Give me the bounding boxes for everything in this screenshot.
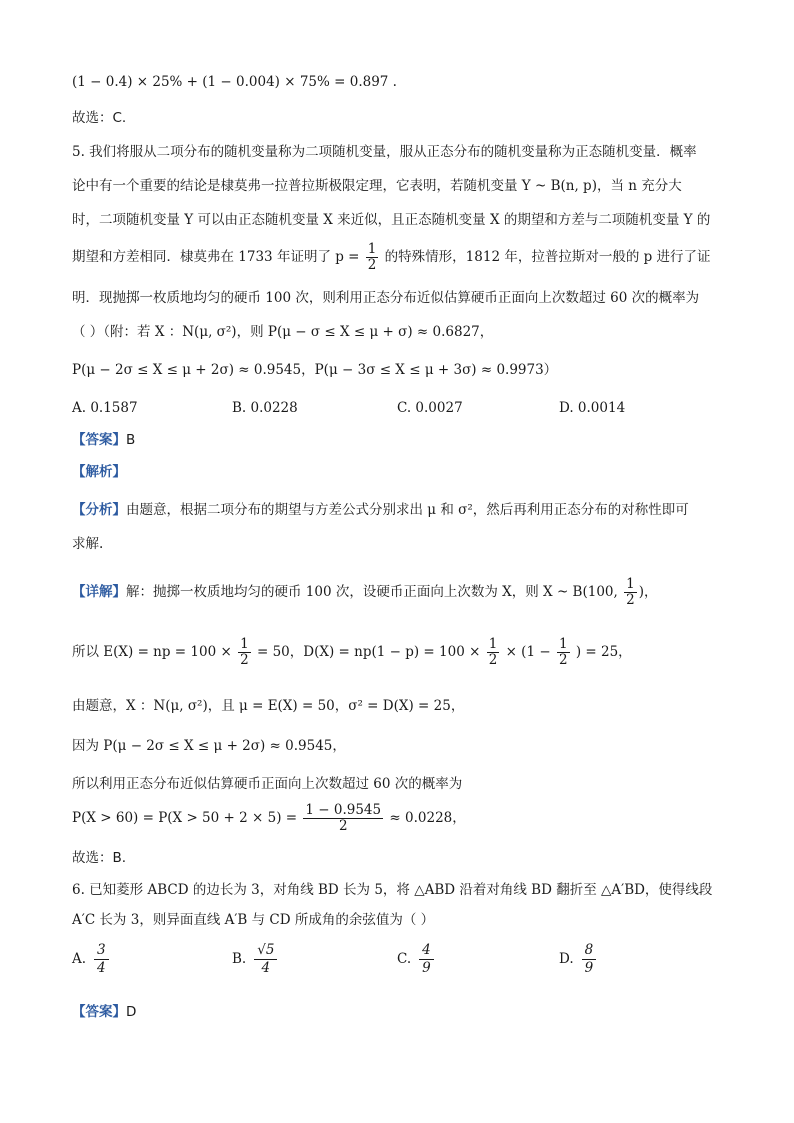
answer-value: B bbox=[126, 432, 136, 448]
q5-mu-sigma: 由题意，X ：N(μ, σ²)，且 μ = E(X) = 50，σ² = D(X) = 25， bbox=[72, 698, 465, 714]
q6-answer bbox=[72, 1002, 136, 1022]
q5-option-c: C. 0.0027 bbox=[397, 400, 463, 416]
q5-fenxi: 【分析】由题意，根据二项分布的期望与方差公式分别求出 μ 和 σ²，然后再利用正态分布的对称性即可 bbox=[72, 502, 689, 518]
q5-expectation-variance: 所以 E(X) = np = 100 × $\frac{1}{2}$ = 50，D(X) = np(1 − p) = 100 × $\frac{1}{2}$ × (1 − $\frac{1}{2}$ ) = 25， bbox=[72, 636, 632, 668]
q5-option-b: B. 0.0228 bbox=[232, 400, 298, 416]
q6-option-d: D. $\frac{8}{9}$ bbox=[559, 942, 596, 977]
fraction-half: $\frac{1}{2}$ bbox=[367, 241, 377, 273]
answer-value: D bbox=[126, 1004, 137, 1020]
q5-line4-start: 期望和方差相同．棣莫弗在 1733 年证明了 p = bbox=[72, 249, 360, 265]
answer-tag: 【答案】 bbox=[72, 432, 126, 448]
q5-line4-end: 的特殊情形，1812 年，拉普拉斯对一般的 p 进行了证 bbox=[384, 249, 711, 265]
q5-answer bbox=[72, 430, 135, 450]
q5-final-answer: 故选：B. bbox=[72, 850, 127, 866]
previous-formula: (1 − 0.4) × 25% + (1 − 0.004) × 75% = 0.897 . bbox=[72, 74, 397, 90]
q5-analysis-tag: 【解析】 bbox=[72, 464, 126, 480]
q5-so: 所以利用正态分布近似估算硬币正面向上次数超过 60 次的概率为 bbox=[72, 776, 463, 792]
q5-because: 因为 P(μ − 2σ ≤ X ≤ μ + 2σ) ≈ 0.9545， bbox=[72, 738, 346, 754]
fraction-half: $\frac{1}{2}$ bbox=[626, 576, 635, 608]
q5-text-line-6: （ ）（附：若 X ：N(μ, σ²)，则 P(μ − σ ≤ X ≤ μ + σ) ≈ 0.6827， bbox=[72, 324, 494, 340]
q5-text-line-2: 论中有一个重要的结论是棣莫弗一拉普拉斯极限定理，它表明，若随机变量 Y ~ B(n, p)，当 n 充分大 bbox=[72, 178, 682, 194]
q6-text-line-2: A′C 长为 3，则异面直线 A′B 与 CD 所成角的余弦值为（ ） bbox=[72, 912, 435, 928]
q5-option-a: A. 0.1587 bbox=[72, 400, 138, 416]
q5-text-line-4 bbox=[72, 240, 711, 274]
q5-text-line-1: 5. 我们将服从二项分布的随机变量称为二项随机变量，服从正态分布的随机变量称为正态随机变量．概率 bbox=[72, 144, 697, 160]
fraction-half: $\frac{1}{2}$ bbox=[558, 636, 568, 668]
fraction-half: $\frac{1}{2}$ bbox=[488, 636, 498, 668]
q6-option-c: C. $\frac{4}{9}$ bbox=[397, 942, 434, 977]
q5-fenxi-cont: 求解. bbox=[72, 536, 104, 552]
q5-text-line-7: P(μ − 2σ ≤ X ≤ μ + 2σ) ≈ 0.9545，P(μ − 3σ ≤ X ≤ μ + 3σ) ≈ 0.9973） bbox=[72, 362, 558, 378]
q5-probability: P(X > 60) = P(X > 50 + 2 × 5) = $\frac{1 - 0.9545}{2}$ ≈ 0.0228， bbox=[72, 802, 466, 834]
q5-detail: 【详解】解：抛掷一枚质地均匀的硬币 100 次，设硬币正面向上次数为 X，则 X ~ B(100, $\frac{1}{2}$ )， bbox=[72, 576, 658, 608]
q5-text-line-5: 明．现抛掷一枚质地均匀的硬币 100 次，则利用正态分布近似估算硬币正面向上次数超过 60 次的概率为 bbox=[72, 290, 700, 306]
q5-text-line-3: 时，二项随机变量 Y 可以由正态随机变量 X 来近似，且正态随机变量 X 的期望和方差与二项随机变量 Y 的 bbox=[72, 212, 711, 228]
q5-option-d: D. 0.0014 bbox=[559, 400, 626, 416]
fraction-half: $\frac{1}{2}$ bbox=[240, 636, 249, 668]
fraction-probability: $\frac{1 - 0.9545}{2}$ bbox=[305, 802, 382, 834]
q6-option-a: A. $\frac{3}{4}$ bbox=[72, 942, 109, 977]
q6-option-b: B. $\frac{√5}{4}$ bbox=[232, 942, 277, 977]
answer-tag: 【答案】 bbox=[72, 1004, 126, 1020]
previous-answer: 故选：C. bbox=[72, 110, 127, 126]
q6-text-line-1: 6. 已知菱形 ABCD 的边长为 3，对角线 BD 长为 5，将 △ABD 沿着对角线 BD 翻折至 △A′BD，使得线段 bbox=[72, 882, 713, 898]
